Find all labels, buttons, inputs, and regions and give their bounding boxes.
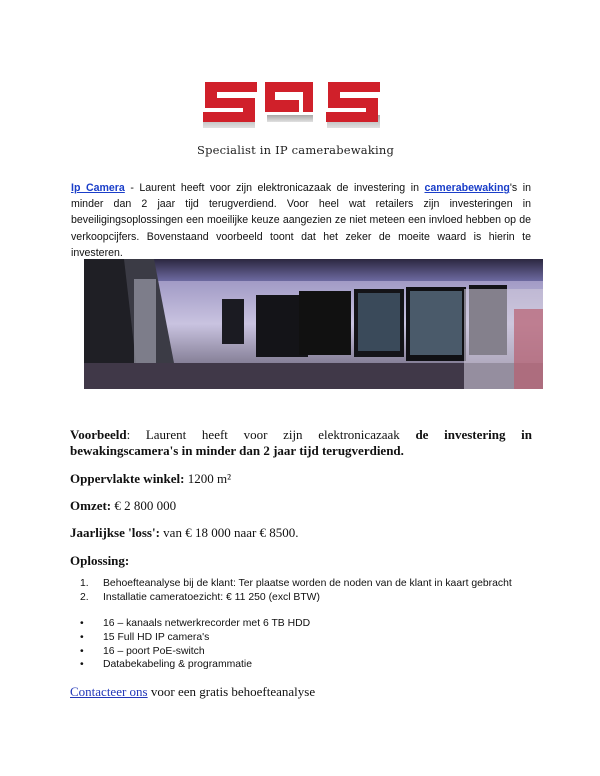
oppervlakte-label: Oppervlakte winkel: xyxy=(70,471,185,486)
list-item xyxy=(80,658,310,672)
voorbeeld-text: : Laurent heeft voor zijn elektronicazaak xyxy=(126,427,416,442)
oppervlakte-line xyxy=(70,471,231,487)
bullet: • xyxy=(80,645,84,657)
oplossing-heading xyxy=(70,553,129,569)
step-number: 2. xyxy=(80,591,89,603)
loss-value: van € 18 000 naar € 8500. xyxy=(159,525,299,540)
oppervlakte-value: 1200 m² xyxy=(184,471,231,486)
voorbeeld-label: Voorbeeld xyxy=(70,427,127,442)
step-text: Behoefteanalyse bij de klant: Ter plaatse worden de noden van de klant in kaart gebracht xyxy=(103,578,512,589)
contact-link[interactable]: Contacteer ons xyxy=(70,684,148,699)
solution-steps xyxy=(80,577,512,605)
item-text: 16 – kanaals netwerkrecorder met 6 TB HDD xyxy=(103,618,311,629)
bullet: • xyxy=(80,618,84,629)
contact-text: voor een gratis behoefteanalyse xyxy=(147,684,316,699)
loss-line xyxy=(70,525,299,541)
voorbeeld-paragraph xyxy=(70,427,532,459)
list-item xyxy=(80,591,512,605)
equipment-list xyxy=(80,617,310,672)
list-item xyxy=(80,645,310,659)
item-text: 15 Full HD IP camera's xyxy=(103,631,210,643)
oplossing-label: Oplossing: xyxy=(70,553,130,568)
contact-line xyxy=(70,684,315,700)
bullet: • xyxy=(80,631,84,643)
step-text: Installatie cameratoezicht: € 11 250 (excl BTW) xyxy=(103,591,320,603)
omzet-line xyxy=(70,498,176,514)
list-item xyxy=(80,577,512,591)
voorbeeld-bold-text: de investering in bewakingscamera's in minder dan 2 jaar tijd terugverdiend. xyxy=(70,427,532,458)
intro-paragraph xyxy=(71,180,531,261)
list-item xyxy=(80,631,310,645)
logo-tagline-text: Specialist in IP camerabewaking xyxy=(197,143,395,157)
loss-label: Jaarlijkse 'loss': xyxy=(70,525,160,540)
store-photo xyxy=(84,259,543,389)
item-text: 16 – poort PoE-switch xyxy=(103,645,205,657)
intro-text-1: - Laurent heeft voor zijn elektronicazaak de investering in xyxy=(124,182,425,194)
list-item xyxy=(80,617,310,631)
camerabewaking-link[interactable]: camerabewaking xyxy=(424,182,510,194)
bullet: • xyxy=(80,659,84,671)
logo-tagline xyxy=(197,143,407,157)
step-number: 1. xyxy=(80,578,89,589)
intro-text-2: 's in minder dan 2 jaar tijd terugverdiend. Voor heel wat retailers zijn investeringen in beveiligingsoplossingen een moeilijke keuze aangezien ze niet meteen een invloed hebben op de verkoopcijfers. Bovenstaand voorbeeld toont dat het zeker de moeite waard is hierin te investeren. xyxy=(71,182,531,259)
item-text: Databekabeling & programmatie xyxy=(103,659,253,671)
omzet-label: Omzet: xyxy=(70,498,112,513)
omzet-value: € 2 800 000 xyxy=(111,498,177,513)
ip-camera-link[interactable]: Ip Camera xyxy=(71,182,125,194)
